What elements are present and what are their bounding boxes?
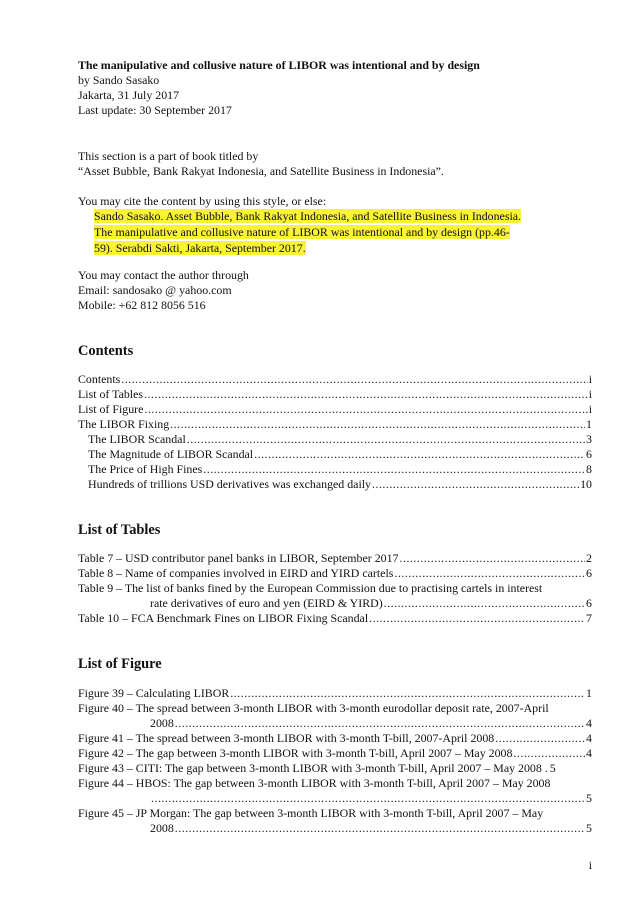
figure-entry[interactable]: Figure 42 – The gap between 3-month LIBOR with 3-month T-bill, April 2007 – May 2008 ..... 4 (78, 746, 592, 761)
toc-entry[interactable]: The Magnitude of LIBOR Scandal ..... 6 (88, 447, 592, 462)
last-update-line: Last update: 30 September 2017 (78, 103, 232, 117)
toc-entry[interactable]: Contents ..... i (78, 372, 592, 387)
cite-instruction: You may cite the content by using this style, or else: (78, 194, 327, 208)
figure-entry[interactable]: ..... 5 (150, 791, 592, 806)
mobile-line: Mobile: +62 812 8056 516 (78, 298, 206, 312)
email-line: Email: sandosako @ yahoo.com (78, 283, 232, 297)
citation-line-2: The manipulative and collusive nature of LIBOR was intentional and by design (pp.46- (94, 225, 510, 239)
figure-entry[interactable]: Figure 39 – Calculating LIBOR ..... 1 (78, 686, 592, 701)
author-line: by Sando Sasako (78, 73, 160, 87)
place-date-line: Jakarta, 31 July 2017 (78, 88, 180, 102)
list-of-tables-heading: List of Tables (78, 522, 161, 538)
intro-line-1: This section is a part of book titled by (78, 149, 259, 163)
citation-line-1: Sando Sasako. Asset Bubble, Bank Rakyat Indonesia, and Satellite Business in Indonesia. (94, 209, 522, 223)
toc-entry[interactable]: The LIBOR Fixing ..... 1 (78, 417, 592, 432)
table-entry-line[interactable]: Table 9 – The list of banks fined by the European Commission due to practising cartels in interest (78, 581, 543, 595)
figure-entry-line[interactable]: Figure 44 – HBOS: The gap between 3-month LIBOR with 3-month T-bill, April 2007 – May 2008 (78, 776, 551, 790)
table-entry[interactable]: Table 7 – USD contributor panel banks in LIBOR, September 2017 ..... 2 (78, 551, 592, 566)
intro-line-2: “Asset Bubble, Bank Rakyat Indonesia, and Satellite Business in Indonesia”. (78, 164, 444, 178)
toc-entry[interactable]: List of Figure ..... i (78, 402, 592, 417)
citation-line-3: 59). Serabdi Sakti, Jakarta, September 2017. (94, 241, 306, 255)
toc-entry[interactable]: The LIBOR Scandal ..... 3 (88, 432, 592, 447)
table-entry[interactable]: rate derivatives of euro and yen (EIRD & YIRD) ..... 6 (150, 596, 592, 611)
document-title: The manipulative and collusive nature of LIBOR was intentional and by design (78, 58, 480, 72)
toc-entry[interactable]: The Price of High Fines ..... 8 (88, 462, 592, 477)
table-entry[interactable]: Table 10 – FCA Benchmark Fines on LIBOR Fixing Scandal ..... 7 (78, 611, 592, 626)
contact-line: You may contact the author through (78, 268, 249, 282)
figure-entry[interactable]: 2008 ..... 4 (150, 716, 592, 731)
toc-entry[interactable]: Hundreds of trillions USD derivatives was exchanged daily ..... 10 (88, 477, 592, 492)
figure-entry[interactable]: Figure 41 – The spread between 3-month LIBOR with 3-month T-bill, 2007-April 2008 ..... 4 (78, 731, 592, 746)
table-entry[interactable]: Table 8 – Name of companies involved in EIRD and YIRD cartels ..... 6 (78, 566, 592, 581)
figure-entry[interactable]: Figure 43 – CITI: The gap between 3-month LIBOR with 3-month T-bill, April 2007 – May 2008 . 5 (78, 761, 556, 775)
list-of-figure-heading: List of Figure (78, 656, 162, 672)
page-number: i (588, 858, 592, 872)
figure-entry-line[interactable]: Figure 45 – JP Morgan: The gap between 3-month LIBOR with 3-month T-bill, April 2007 – May (78, 806, 544, 820)
figure-entry-line[interactable]: Figure 40 – The spread between 3-month LIBOR with 3-month eurodollar deposit rate, 2007-April (78, 701, 549, 715)
contents-heading: Contents (78, 343, 134, 359)
figure-entry[interactable]: 2008 ..... 5 (150, 821, 592, 836)
toc-entry[interactable]: List of Tables ..... i (78, 387, 592, 402)
